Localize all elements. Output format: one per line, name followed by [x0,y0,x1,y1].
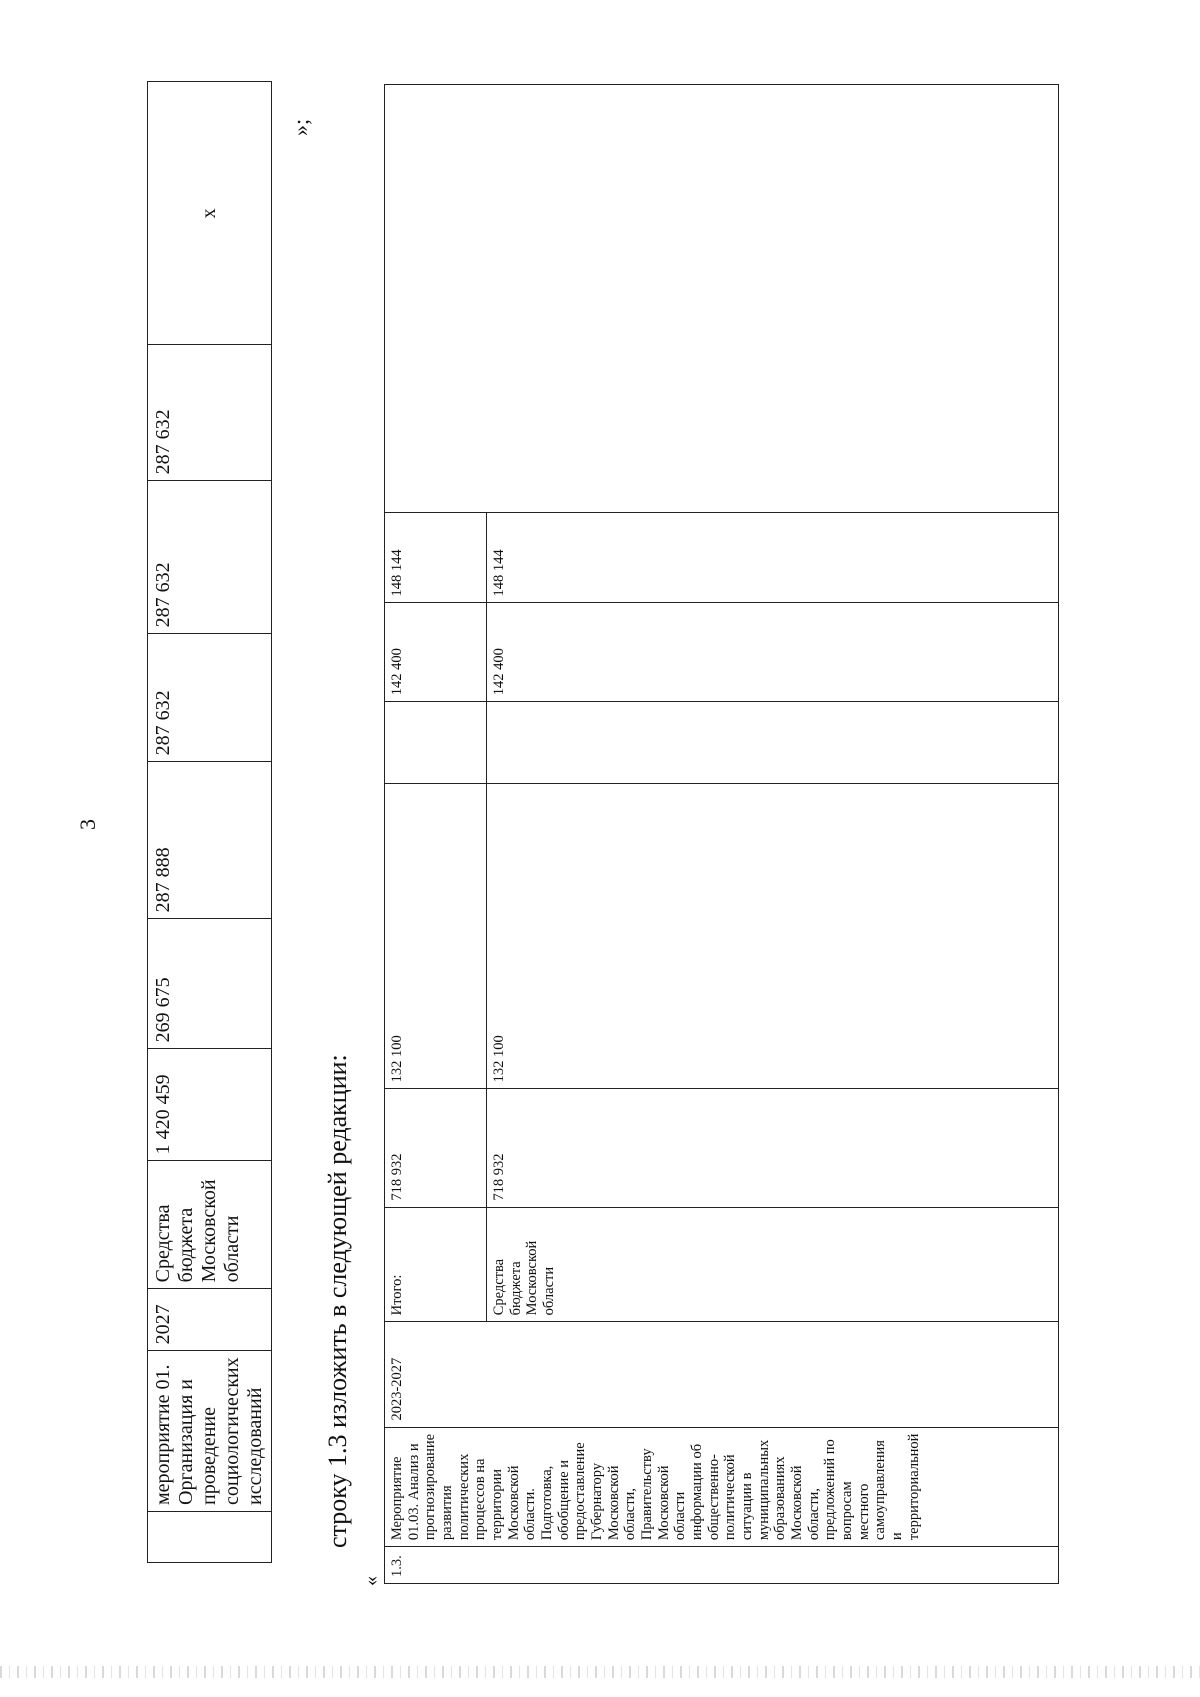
row-total-y2025: 142 400 [385,603,487,702]
lower-period-cell: 2023-2027 [385,1322,1059,1427]
open-quote: « [360,1576,382,1586]
close-quote: »; [288,118,313,136]
upper-measure-cell: мероприятие 01. Организация и проведение социологических исследований [148,1351,272,1512]
row-total-total: 718 932 [385,1089,487,1207]
upper-y5-cell: 287 632 [148,345,272,481]
lower-table [384,84,1059,1584]
row-budget-y2026: 148 144 [487,513,1059,603]
row-total-y2024 [385,702,487,783]
scan-noise [0,1666,1200,1678]
upper-source-cell: Средства бюджета Московской области [148,1161,272,1289]
row-budget-y2023: 132 100 [487,783,1059,1089]
row-budget-y2025: 142 400 [487,603,1059,702]
row-total-y2026: 148 144 [385,513,487,603]
row-total-y2023: 132 100 [385,783,487,1089]
lower-table-block [384,84,1059,1584]
row-budget-y2024 [487,702,1059,783]
upper-table-block [147,63,272,1563]
upper-empty-cell [148,1512,272,1563]
upper-total-cell: 1 420 459 [148,1049,272,1161]
upper-executor-cell: х [148,82,272,345]
caption: строку 1.3 изложить в следующей редакции: [323,1054,352,1548]
upper-year-cell: 2027 [148,1289,272,1351]
lower-num-cell: 1.3. [385,1547,1059,1584]
upper-table [147,81,272,1563]
row-budget-total: 718 932 [487,1089,1059,1207]
lower-spacer-cell [385,85,1059,513]
upper-y2-cell: 287 888 [148,762,272,919]
upper-y1-cell: 269 675 [148,919,272,1049]
upper-y4-cell: 287 632 [148,481,272,634]
row-total-label: Итого: [385,1207,487,1322]
page-number: 3 [75,819,100,830]
row-budget-label: Средства бюджета Московской области [487,1207,1059,1322]
upper-y3-cell: 287 632 [148,634,272,762]
lower-measure-cell: Мероприятие 01.03. Анализ и прогнозирование развития политических процессов на территории Московской области. Подготовка, обобщение и предоставление Губернатору Московской области, Правительству Московской области информации об общественно-политической ситуации в муниципальных образованиях Московской области, предложений по вопросам местного самоуправления и территориальной [385,1427,1059,1547]
